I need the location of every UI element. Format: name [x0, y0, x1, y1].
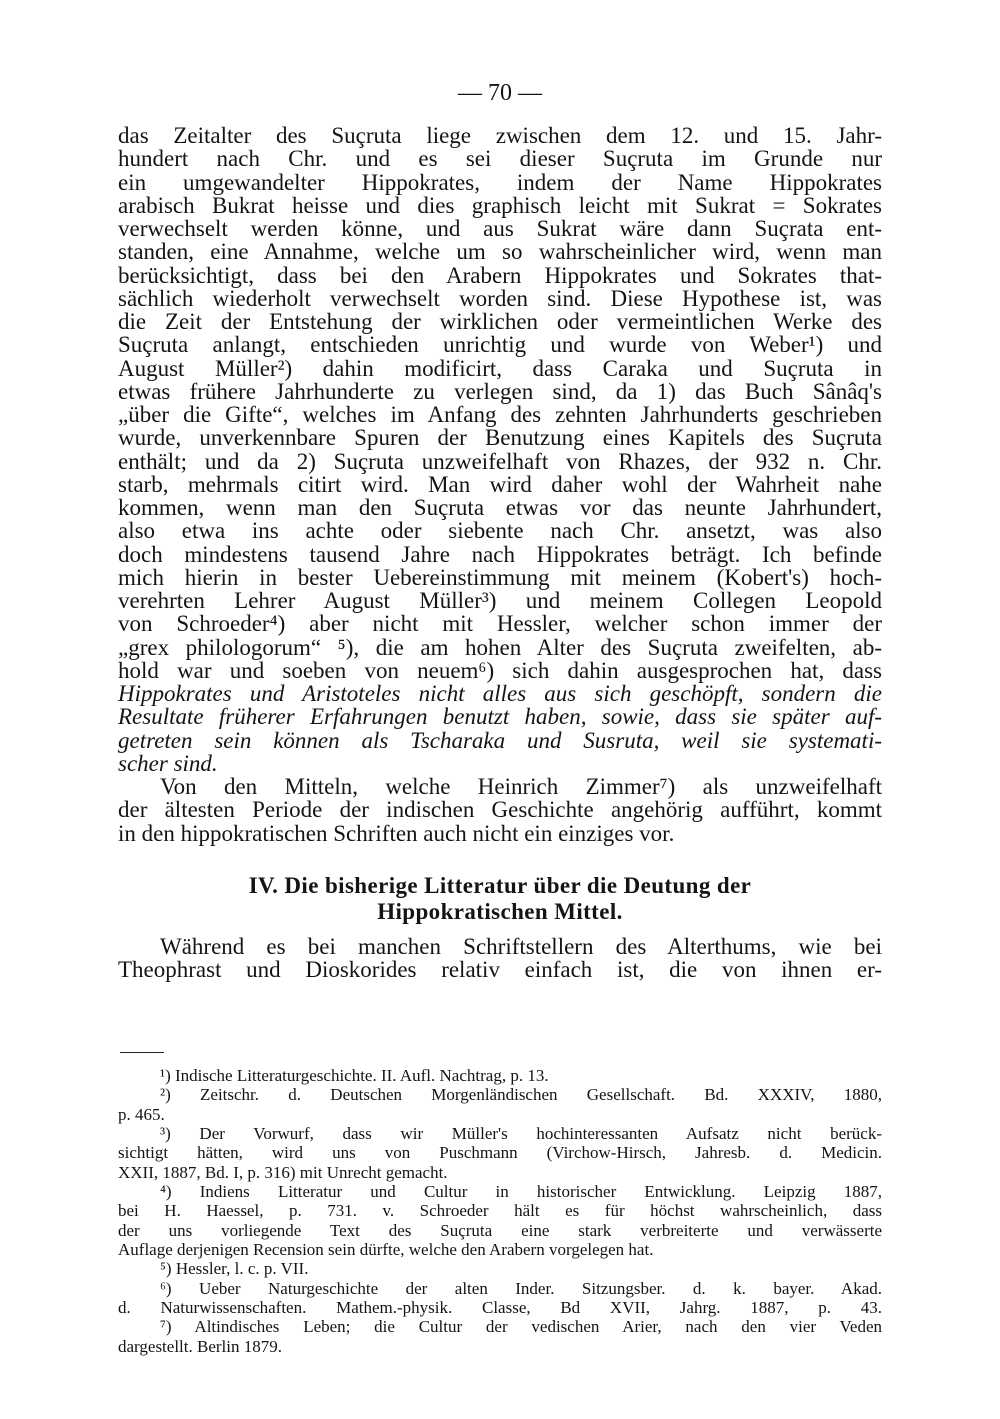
text-line: etwas frühere Jahrhunderte zu verlegen sind, da 1) das Buch Sânâq's [118, 378, 882, 404]
footnote-line: XXII, 1887, Bd. I, p. 316) mit Unrecht gemacht. [118, 1162, 448, 1182]
footnote-line: d. Naturwissenschaften. Mathem.-physik. Classe, Bd XVII, Jahrg. 1887, p. 43. [118, 1298, 882, 1318]
footnote-line: bei H. Haessel, p. 731. v. Schroeder hält es für höchst wahrscheinlich, dass [118, 1201, 882, 1221]
text-line: hold war und soeben von neuem⁶) sich dahin ausgesprochen hat, dass [118, 657, 882, 683]
text-line: standen, eine Annahme, welche um so wahrscheinlicher wird, wenn man [118, 239, 882, 265]
text-line: der ältesten Periode der indischen Geschichte angehörig aufführt, kommt [118, 797, 882, 823]
footnote-line: sichtigt hätten, wird uns von Puschmann (Virchow-Hirsch, Jahresb. d. Medicin. [118, 1143, 882, 1163]
text-line-italic: Hippokrates und Aristoteles nicht alles aus sich geschöpft, sondern die [118, 681, 882, 706]
section-heading [118, 873, 882, 925]
text-line: in den hippokratischen Schriften auch nicht ein einziges vor. [118, 820, 675, 846]
text-line: verwechselt werden könne, und aus Sukrat wäre dann Suçrata ent- [118, 216, 882, 241]
section-heading-line: Hippokratischen Mittel. [377, 898, 623, 924]
text-line: berücksichtigt, dass bei den Arabern Hippokrates und Sokrates that- [118, 262, 882, 288]
text-line: also etwa ins achte oder siebente nach Chr. ansetzt, was also [118, 518, 882, 544]
text-line: August Müller²) dahin modificirt, dass Caraka und Suçruta in [118, 355, 882, 381]
footnotes [118, 1066, 882, 1356]
text-line: starb, mehrmals citirt wird. Man wird daher wohl der Wahrheit nahe [118, 471, 882, 497]
footnote-line: Auflage derjenigen Recension sein dürfte, welche den Arabern vorgelegen hat. [118, 1240, 654, 1260]
text-line-italic: scher sind. [118, 750, 218, 776]
text-line: „über die Gifte“, welches im Anfang des zehnten Jahrhunderts geschrieben [118, 402, 882, 427]
text-line: enthält; und da 2) Suçruta unzweifelhaft von Rhazes, der 932 n. Chr. [118, 448, 882, 474]
text-line: die Zeit der Entstehung der wirklichen oder vermeintlichen Werke des [118, 309, 882, 334]
footnote-line: ⁶) Ueber Naturgeschichte der alten Inder. Sitzungsber. d. k. bayer. Akad. [160, 1278, 882, 1298]
text-line: sächlich wiederholt verwechselt worden sind. Diese Hypothese ist, was [118, 285, 882, 311]
footnote-line: dargestellt. Berlin 1879. [118, 1336, 282, 1356]
text-line: verehrten Lehrer August Müller³) und meinem Collegen Leopold [118, 588, 882, 613]
page-number: — 70 — [458, 80, 542, 106]
text-line: arabisch Bukrat heisse und dies graphisch leicht mit Sukrat = Sokrates [118, 192, 882, 218]
footnote-line: ³) Der Vorwurf, dass wir Müller's hochinteressanten Aufsatz nicht berück- [160, 1124, 882, 1144]
text-line: mich hierin in bester Uebereinstimmung mit meinem (Kobert's) hoch- [118, 564, 882, 590]
text-line: Suçruta anlangt, entschieden unrichtig und wurde von Weber¹) und [118, 332, 882, 358]
footnote-line: ¹) Indische Litteraturgeschichte. II. Aufl. Nachtrag, p. 13. [160, 1066, 549, 1085]
footnote-line: ⁷) Altindisches Leben; die Cultur der vedischen Arier, nach den vier Veden [160, 1317, 882, 1337]
section-heading-line: IV. Die bisherige Litteratur über die Deutung der [248, 872, 752, 898]
footnote-line: der uns vorliegende Text des Suçruta eine stark verbreiterte und verwässerte [118, 1220, 882, 1240]
footnote-line: ⁵) Hessler, l. c. p. VII. [160, 1259, 309, 1279]
text-line: das Zeitalter des Suçruta liege zwischen dem 12. und 15. Jahr- [118, 123, 882, 148]
text-line: ein umgewandelter Hippokrates, indem der Name Hippokrates [118, 169, 882, 195]
footnote-line: ⁴) Indiens Litteratur und Cultur in historischer Entwicklung. Leipzig 1887, [160, 1182, 882, 1202]
text-line: wurde, unverkennbare Spuren der Benutzung eines Kapitels des Suçruta [118, 425, 882, 451]
text-line: Von den Mitteln, welche Heinrich Zimmer⁷) als unzweifelhaft [160, 774, 882, 799]
footnote-line: ²) Zeitschr. d. Deutschen Morgenländischen Gesellschaft. Bd. XXXIV, 1880, [160, 1085, 882, 1105]
text-line: Theophrast und Dioskorides relativ einfach ist, die von ihnen er- [118, 957, 882, 982]
text-line: „grex philologorum“ ⁵), die am hohen Alter des Suçruta zweifelten, ab- [118, 634, 882, 660]
text-line-italic: getreten sein können als Tscharaka und Susruta, weil sie systemati- [118, 727, 882, 753]
text-line: Während es bei manchen Schriftstellern des Alterthums, wie bei [160, 933, 882, 959]
main-text [118, 124, 882, 981]
text-line-italic: Resultate früherer Erfahrungen benutzt haben, sowie, dass sie später auf- [118, 704, 882, 730]
footnote-divider [120, 1052, 164, 1053]
text-line: von Schroeder⁴) aber nicht mit Hessler, welcher schon immer der [118, 611, 882, 637]
footnote-line: p. 465. [118, 1104, 165, 1124]
text-line: doch mindestens tausend Jahre nach Hippokrates beträgt. Ich befinde [118, 541, 882, 567]
text-line: kommen, wenn man den Suçruta etwas vor das neunte Jahrhundert, [118, 495, 882, 520]
text-line: hundert nach Chr. und es sei dieser Suçruta im Grunde nur [118, 146, 882, 172]
